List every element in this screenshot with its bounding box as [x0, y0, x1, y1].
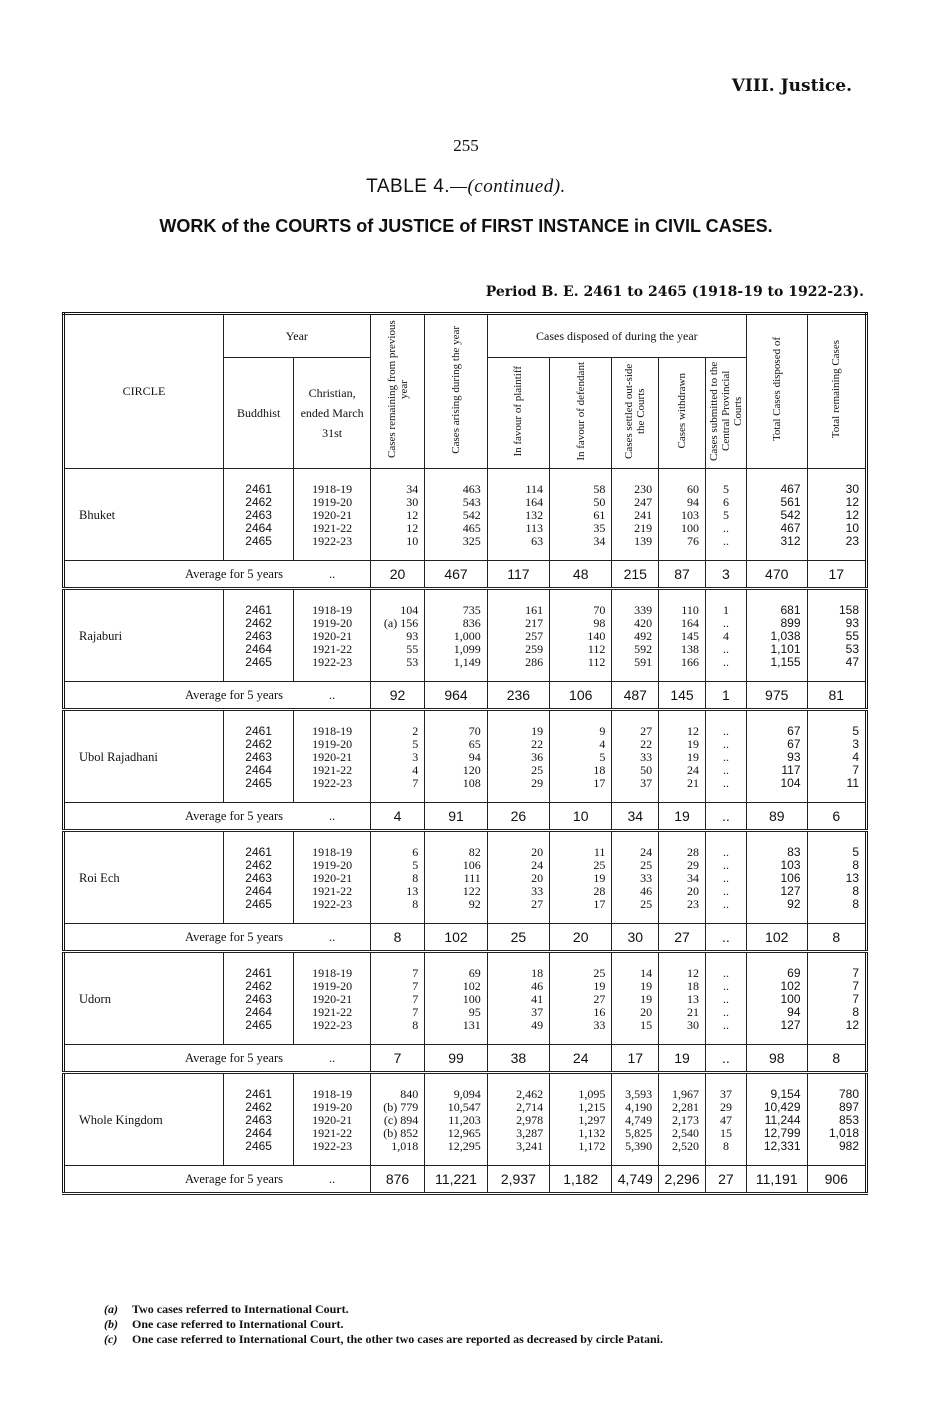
cell-total-remaining: 5 8 13 8 8	[807, 831, 866, 924]
col-defendant: In favour of defendant	[550, 358, 612, 469]
average-value: 11,221	[425, 1166, 488, 1194]
average-row	[64, 682, 867, 710]
average-value: 38	[487, 1045, 549, 1073]
average-value: 117	[487, 561, 549, 589]
cell-withdrawn: 60 94 103 100 76	[659, 469, 706, 561]
average-value: 19	[659, 1045, 706, 1073]
footnotes	[104, 1302, 663, 1347]
cell-plaintiff: 20 24 20 33 27	[487, 831, 549, 924]
col-disposed-group: Cases disposed of during the year	[487, 314, 746, 358]
cell-submitted: 37 29 47 15 8	[705, 1073, 746, 1166]
average-row	[64, 803, 867, 831]
period-line: Period B. E. 2461 to 2465 (1918-19 to 1922-23).	[485, 284, 864, 300]
col-year: Year	[223, 314, 370, 358]
circle-name: Bhuket	[79, 508, 116, 522]
cell-arising: 9,094 10,547 11,203 12,965 12,295	[425, 1073, 488, 1166]
cell-total-remaining: 780 897 853 1,018 982	[807, 1073, 866, 1166]
average-value: 467	[425, 561, 488, 589]
average-value: 24	[550, 1045, 612, 1073]
cell-plaintiff: 18 46 41 37 49	[487, 952, 549, 1045]
cell-buddhist: 2461 2462 2463 2464 2465	[223, 952, 293, 1045]
average-value: 4,749	[612, 1166, 659, 1194]
table-title-continued: —(continued).	[450, 176, 566, 197]
cell-christian: 1918-19 1919-20 1920-21 1921-22 1922-23	[294, 952, 370, 1045]
cell-buddhist: 2461 2462 2463 2464 2465	[223, 831, 293, 924]
col-submitted: Cases submitted to the Central Provincial Courts	[705, 358, 746, 469]
average-value: 26	[487, 803, 549, 831]
cell-submitted: .. .. .. .. ..	[705, 710, 746, 803]
average-value: 89	[746, 803, 807, 831]
footnote-c: (c) One case referred to International Court, the other two cases are reported as decreased by circle Patani.	[104, 1332, 663, 1346]
cell-christian: 1918-19 1919-20 1920-21 1921-22 1922-23	[294, 831, 370, 924]
circle-name: Ubol Rajadhani	[79, 750, 158, 764]
cell-remaining-prev: 104 (a) 156 93 55 53	[370, 589, 424, 682]
cell-total-disposed: 67 67 93 117 104	[746, 710, 807, 803]
average-value: 30	[612, 924, 659, 952]
cell-buddhist: 2461 2462 2463 2464 2465	[223, 710, 293, 803]
cell-christian: 1918-19 1919-20 1920-21 1921-22 1922-23	[294, 469, 370, 561]
average-value: 145	[659, 682, 706, 710]
average-value: 236	[487, 682, 549, 710]
table-title-main: TABLE 4.	[366, 176, 451, 197]
cell-submitted: 1 .. 4 .. ..	[705, 589, 746, 682]
cell-total-disposed: 83 103 106 127 92	[746, 831, 807, 924]
average-value: 1,182	[550, 1166, 612, 1194]
average-value: 92	[370, 682, 424, 710]
table-row	[64, 831, 867, 924]
cell-submitted: .. .. .. .. ..	[705, 952, 746, 1045]
cell-buddhist: 2461 2462 2463 2464 2465	[223, 469, 293, 561]
average-value: 3	[705, 561, 746, 589]
cell-total-remaining: 158 93 55 53 47	[807, 589, 866, 682]
cell-arising: 463 543 542 465 325	[425, 469, 488, 561]
col-remaining-prev: Cases remaining from previous year	[370, 314, 424, 469]
average-value: 81	[807, 682, 866, 710]
average-label: Average for 5 years ..	[64, 1166, 371, 1194]
average-value: 27	[659, 924, 706, 952]
average-value: 98	[746, 1045, 807, 1073]
cell-settled: 24 25 33 46 25	[612, 831, 659, 924]
civil-cases-table	[62, 312, 868, 1195]
cell-total-disposed: 69 102 100 94 127	[746, 952, 807, 1045]
cell-remaining-prev: 7 7 7 7 8	[370, 952, 424, 1045]
average-value: 20	[550, 924, 612, 952]
cell-plaintiff: 114 164 132 113 63	[487, 469, 549, 561]
cell-arising: 735 836 1,000 1,099 1,149	[425, 589, 488, 682]
average-value: 8	[807, 924, 866, 952]
cell-total-remaining: 7 7 7 8 12	[807, 952, 866, 1045]
average-value: 34	[612, 803, 659, 831]
cell-buddhist: 2461 2462 2463 2464 2465	[223, 589, 293, 682]
cell-submitted: 5 6 5 .. ..	[705, 469, 746, 561]
cell-submitted: .. .. .. .. ..	[705, 831, 746, 924]
average-value: 470	[746, 561, 807, 589]
circle-name: Roi Ech	[79, 871, 120, 885]
cell-arising: 82 106 111 122 92	[425, 831, 488, 924]
cell-total-remaining: 5 3 4 7 11	[807, 710, 866, 803]
cell-settled: 230 247 241 219 139	[612, 469, 659, 561]
average-value: ..	[705, 1045, 746, 1073]
average-value: 102	[425, 924, 488, 952]
cell-remaining-prev: 2 5 3 4 7	[370, 710, 424, 803]
average-label: Average for 5 years ..	[64, 924, 371, 952]
cell-remaining-prev: 840 (b) 779 (c) 894 (b) 852 1,018	[370, 1073, 424, 1166]
cell-total-remaining: 30 12 12 10 23	[807, 469, 866, 561]
cell-withdrawn: 1,967 2,281 2,173 2,540 2,520	[659, 1073, 706, 1166]
average-value: 4	[370, 803, 424, 831]
cell-christian: 1918-19 1919-20 1920-21 1921-22 1922-23	[294, 589, 370, 682]
average-value: 91	[425, 803, 488, 831]
average-row	[64, 561, 867, 589]
table-row	[64, 589, 867, 682]
cell-remaining-prev: 6 5 8 13 8	[370, 831, 424, 924]
average-value: 17	[612, 1045, 659, 1073]
average-label: Average for 5 years ..	[64, 803, 371, 831]
table-row	[64, 469, 867, 561]
average-row	[64, 1045, 867, 1073]
average-value: 7	[370, 1045, 424, 1073]
average-value: 11,191	[746, 1166, 807, 1194]
col-settled: Cases settled out-side the Courts	[612, 358, 659, 469]
cell-defendant: 70 98 140 112 112	[550, 589, 612, 682]
table-row	[64, 710, 867, 803]
table-row	[64, 952, 867, 1045]
average-value: 17	[807, 561, 866, 589]
table-body	[64, 469, 867, 1194]
average-value: 906	[807, 1166, 866, 1194]
average-value: 964	[425, 682, 488, 710]
average-value: 10	[550, 803, 612, 831]
average-value: 25	[487, 924, 549, 952]
col-total-disposed: Total Cases disposed of	[746, 314, 807, 469]
average-value: 6	[807, 803, 866, 831]
average-value: 99	[425, 1045, 488, 1073]
cell-withdrawn: 28 29 34 20 23	[659, 831, 706, 924]
circle-name: Whole Kingdom	[79, 1113, 163, 1127]
average-value: 27	[705, 1166, 746, 1194]
average-label: Average for 5 years ..	[64, 682, 371, 710]
col-circle: CIRCLE	[64, 314, 224, 469]
cell-withdrawn: 110 164 145 138 166	[659, 589, 706, 682]
footnote-b: (b) One case referred to International Court.	[104, 1317, 344, 1331]
average-value: 876	[370, 1166, 424, 1194]
cell-defendant: 58 50 61 35 34	[550, 469, 612, 561]
average-value: ..	[705, 924, 746, 952]
average-value: 19	[659, 803, 706, 831]
average-value: 1	[705, 682, 746, 710]
average-value: 8	[807, 1045, 866, 1073]
col-withdrawn: Cases withdrawn	[659, 358, 706, 469]
cell-defendant: 9 4 5 18 17	[550, 710, 612, 803]
col-christian: Christian, ended March 31st	[294, 358, 370, 469]
cell-plaintiff: 2,462 2,714 2,978 3,287 3,241	[487, 1073, 549, 1166]
cell-settled: 3,593 4,190 4,749 5,825 5,390	[612, 1073, 659, 1166]
cell-total-disposed: 9,154 10,429 11,244 12,799 12,331	[746, 1073, 807, 1166]
cell-christian: 1918-19 1919-20 1920-21 1921-22 1922-23	[294, 710, 370, 803]
average-value: 2,937	[487, 1166, 549, 1194]
col-total-remaining: Total remaining Cases	[807, 314, 866, 469]
page-number: 255	[453, 136, 479, 155]
average-value: 106	[550, 682, 612, 710]
average-value: 102	[746, 924, 807, 952]
average-value: 20	[370, 561, 424, 589]
cell-plaintiff: 19 22 36 25 29	[487, 710, 549, 803]
cell-withdrawn: 12 18 13 21 30	[659, 952, 706, 1045]
table-subtitle: WORK of the COURTS of JUSTICE of FIRST INSTANCE in CIVIL CASES.	[159, 216, 773, 236]
cell-defendant: 25 19 27 16 33	[550, 952, 612, 1045]
cell-settled: 14 19 19 20 15	[612, 952, 659, 1045]
cell-settled: 27 22 33 50 37	[612, 710, 659, 803]
average-value: 87	[659, 561, 706, 589]
cell-arising: 69 102 100 95 131	[425, 952, 488, 1045]
cell-christian: 1918-19 1919-20 1920-21 1921-22 1922-23	[294, 1073, 370, 1166]
cell-plaintiff: 161 217 257 259 286	[487, 589, 549, 682]
circle-name: Udorn	[79, 992, 111, 1006]
average-value: 215	[612, 561, 659, 589]
cell-defendant: 11 25 19 28 17	[550, 831, 612, 924]
cell-buddhist: 2461 2462 2463 2464 2465	[223, 1073, 293, 1166]
average-value: ..	[705, 803, 746, 831]
col-plaintiff: In favour of plaintiff	[487, 358, 549, 469]
cell-total-disposed: 681 899 1,038 1,101 1,155	[746, 589, 807, 682]
cell-remaining-prev: 34 30 12 12 10	[370, 469, 424, 561]
cell-arising: 70 65 94 120 108	[425, 710, 488, 803]
cell-total-disposed: 467 561 542 467 312	[746, 469, 807, 561]
cell-defendant: 1,095 1,215 1,297 1,132 1,172	[550, 1073, 612, 1166]
average-row	[64, 924, 867, 952]
average-value: 8	[370, 924, 424, 952]
col-buddhist: Buddhist	[223, 358, 293, 469]
average-value: 48	[550, 561, 612, 589]
average-row	[64, 1166, 867, 1194]
table-row	[64, 1073, 867, 1166]
table-title	[0, 176, 932, 198]
cell-settled: 339 420 492 592 591	[612, 589, 659, 682]
section-heading: VIII. Justice.	[731, 76, 852, 96]
average-label: Average for 5 years ..	[64, 1045, 371, 1073]
average-value: 975	[746, 682, 807, 710]
circle-name: Rajaburi	[79, 629, 123, 643]
average-value: 487	[612, 682, 659, 710]
col-arising: Cases arising during the year	[425, 314, 488, 469]
average-label: Average for 5 years ..	[64, 561, 371, 589]
average-value: 2,296	[659, 1166, 706, 1194]
cell-withdrawn: 12 19 19 24 21	[659, 710, 706, 803]
footnote-a: (a) Two cases referred to International Court.	[104, 1302, 349, 1316]
